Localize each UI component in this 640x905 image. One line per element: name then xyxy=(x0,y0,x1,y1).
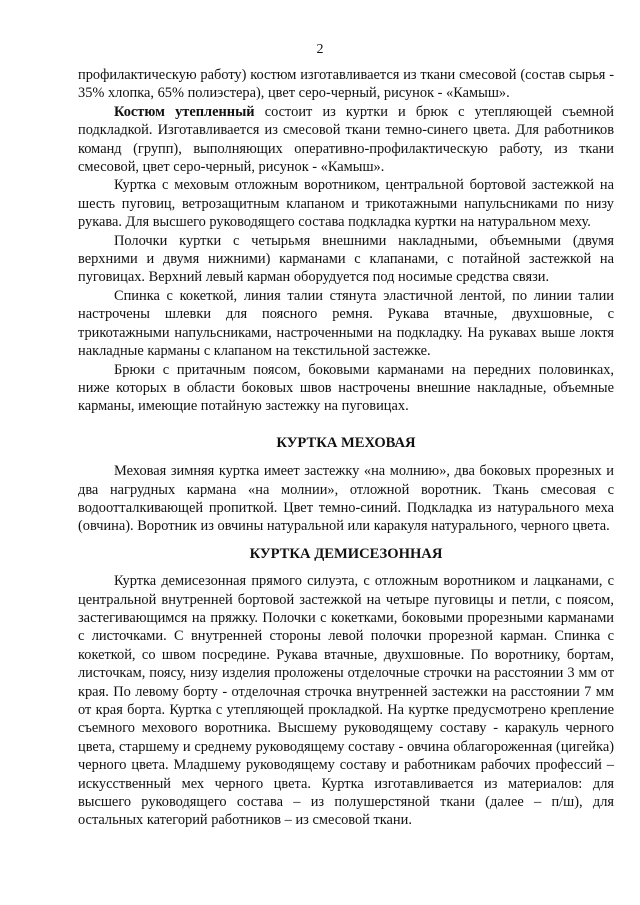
section-heading-demi-jacket: КУРТКА ДЕМИСЕЗОННАЯ xyxy=(249,545,443,562)
insulated-suit-lead: Костюм утепленный xyxy=(114,103,255,120)
insulated-suit-text: состоит из куртки и брюк с утепляющей съемной подкладкой. Изготавливается из смесовой ткани темно-синего цвета. Для работников команд (групп), выполняющих оперативно-профилактическую работу, из ткани смесовой, цвет серо-черный, рисунок - «Камыш». xyxy=(78,103,615,176)
paragraph-trousers: Брюки с притачным поясом, боковыми карманами на передних половинках, ниже которых в области боковых швов настрочены внешние накладные, объемные карманы, имеющие потайную застежку на пуговицах. xyxy=(78,361,614,415)
paragraph-insulated-suit xyxy=(78,103,614,177)
paragraph-fur-jacket: Меховая зимняя куртка имеет застежку «на молнию», два боковых прорезных и два нагрудных кармана «на молнии», отложной воротник. Ткань смесовая с водоотталкивающей пропиткой. Цвет темно-синий. Подкладка из натурального меха (овчина). Воротник из овчины натуральной или каракуля натурального, черного цвета. xyxy=(78,463,614,535)
section-heading-fur-jacket: КУРТКА МЕХОВАЯ xyxy=(276,434,416,451)
page-number: 2 xyxy=(316,42,324,57)
paragraph-jacket-collar: Куртка с меховым отложным воротником, центральной бортовой застежкой на шесть пуговиц, ветрозащитным клапаном и трикотажными напульсниками по низу рукава. Для высшего руководящего состава подкладка куртки на натуральном меху. xyxy=(78,177,614,231)
document-body xyxy=(78,66,614,830)
paragraph-demi-jacket: Куртка демисезонная прямого силуэта, с отложным воротником и лацканами, с центральной внутренней бортовой застежкой на четыре пуговицы и петли, с поясом, застегивающимся на пряжку. Полочки с кокетками, боковыми прорезными карманами с листочками. С внутренней стороны левой полочки прорезной карман. Спинка с кокеткой, со швом посредине. Рукава втачные, двухшовные. По воротнику, бортам, листочкам, поясу, низу изделия проложены отделочные строчки на расстоянии 3 мм от края. По левому борту - отделочная строчка внутренней застежки на расстоянии 7 мм от края борта. Куртка с утепляющей прокладкой. На куртке предусмотрено крепление съемного мехового воротника. Высшему руководящему составу - каракуль черного цвета, старшему и среднему руководящему составу - овчина облагороженная (цигейка) черного цвета. Младшему руководящему составу и работникам рабочих профессий – искусственный мех черного цвета. Куртка изготавливается из материалов: для высшего руководящего состава – из полушерстяной ткани (далее – п/ш), для остальных категорий работников – из смесовой ткани. xyxy=(78,573,614,829)
paragraph-jacket-back: Спинка с кокеткой, линия талии стянута эластичной лентой, по линии талии настрочены шлевки для поясного ремня. Рукава втачные, двухшовные, с трикотажными напульсниками, настроченными на подкладку. На рукавах выше локтя накладные карманы с клапаном на текстильной застежке. xyxy=(78,287,614,360)
paragraph-jacket-pockets: Полочки куртки с четырьмя внешними накладными, объемными (двумя верхними и двумя нижними) карманами с клапанами, с потайной застежкой на пуговицах. Верхний левый карман оборудуется под носимые средства связи. xyxy=(78,232,614,286)
paragraph-continued: профилактическую работу) костюм изготавливается из ткани смесовой (состав сырья - 35% хлопка, 65% полиэстера), цвет серо-черный, рисунок - «Камыш». xyxy=(78,67,614,102)
